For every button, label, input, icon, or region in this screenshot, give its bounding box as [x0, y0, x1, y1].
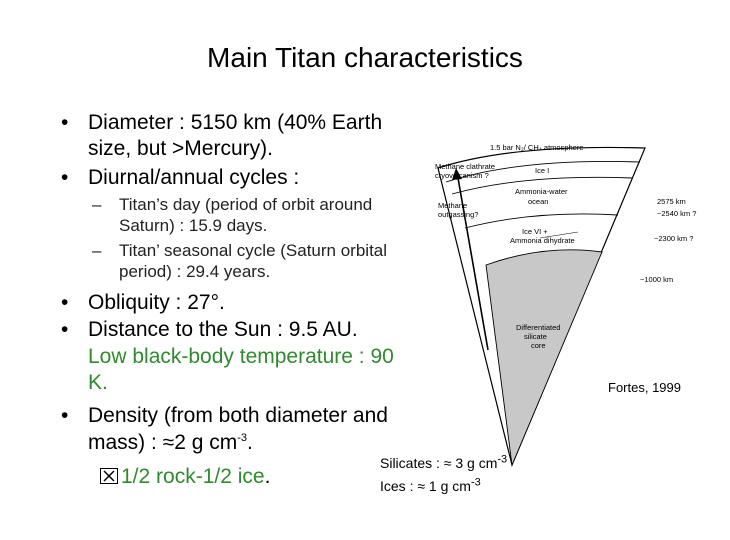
radius-1000: ~1000 km: [640, 275, 674, 284]
bullet-density-line1: Density (from both diameter and: [88, 404, 388, 427]
ocean-label2: ocean: [528, 197, 549, 206]
bullet-density-line2: [88, 431, 253, 455]
titan-interior-diagram: [420, 120, 720, 475]
methane-clathrate-label1: Methane clathrate: [435, 162, 496, 171]
bullet-dot: •: [61, 318, 69, 341]
ice1-label: Ice I: [535, 166, 550, 175]
conclusion-end: .: [264, 465, 271, 488]
subbullet-season-line1: Titan’ seasonal cycle (Saturn orbital: [119, 241, 388, 260]
atmosphere-label: 1.5 bar N₂/ CH₄ atmosphere: [490, 143, 584, 152]
subbullet-season: [92, 241, 432, 261]
silicates-sup: -3: [497, 453, 508, 466]
bullet-cycles-text: Diurnal/annual cycles :: [88, 166, 300, 189]
bullet-dot: •: [61, 404, 69, 427]
bullet-diameter-line1: Diameter : 5150 km (40% Earth: [88, 111, 383, 134]
source-citation: Fortes, 1999: [608, 380, 681, 395]
delete-key-icon: [100, 468, 118, 484]
bullet-cycles: [61, 166, 300, 190]
ice6-label1: Ice VI +: [522, 227, 548, 236]
bullet-density: [61, 404, 432, 428]
density-text: mass) : ≈2 g cm: [88, 431, 238, 454]
density-end: .: [247, 431, 253, 454]
ices-density: [380, 478, 481, 494]
sub-dash: –: [92, 241, 102, 260]
core-label2: silicate: [524, 332, 547, 341]
silicates-text: Silicates : ≈ 3 g cm: [380, 455, 498, 471]
bullet-distance: [61, 318, 358, 342]
bullet-dot: •: [61, 166, 69, 189]
bullet-distance-text: Distance to the Sun : 9.5 AU.: [88, 318, 358, 341]
subbullet-day-line1: Titan’s day (period of orbit around: [119, 195, 373, 214]
radius-2300: ~2300 km ?: [654, 234, 694, 243]
radius-2575: 2575 km: [657, 197, 686, 206]
core-label3: core: [531, 341, 546, 350]
density-sup: -3: [237, 432, 247, 444]
conclusion-text: 1/2 rock-1/2 ice: [121, 465, 265, 488]
bullet-obliquity-text: Obliquity : 27°.: [88, 291, 225, 314]
conclusion: [100, 465, 270, 489]
ice6-label2: Ammonia dihydrate: [510, 236, 575, 245]
ices-text: Ices : ≈ 1 g cm: [380, 478, 471, 494]
sub-dash: –: [92, 195, 102, 214]
ocean-label1: Ammonia-water: [515, 187, 568, 196]
ices-sup: -3: [470, 476, 481, 489]
subbullet-day: [92, 195, 373, 215]
outgassing-label2: outgassing?: [438, 210, 479, 219]
core-label1: Differentiated: [516, 323, 561, 332]
radius-2540: ~2540 km ?: [657, 209, 697, 218]
bullet-diameter: [61, 111, 383, 135]
subbullet-day-line2: Saturn) : 15.9 days.: [119, 216, 268, 235]
outgassing-label1: Methane: [438, 201, 468, 210]
bullet-dot: •: [61, 111, 69, 134]
subbullet-season-line2: period) : 29.4 years.: [119, 262, 271, 281]
bullet-obliquity: [61, 291, 225, 315]
slide-title: Main Titan characteristics: [207, 42, 523, 73]
bullet-dot: •: [61, 291, 69, 314]
methane-clathrate-label2: cryovolcanism ?: [435, 171, 489, 180]
bullet-diameter-line2: size, but >Mercury).: [88, 137, 273, 160]
temperature-line1: Low black-body temperature : 90: [88, 345, 394, 368]
temperature-line2: K.: [88, 371, 108, 394]
